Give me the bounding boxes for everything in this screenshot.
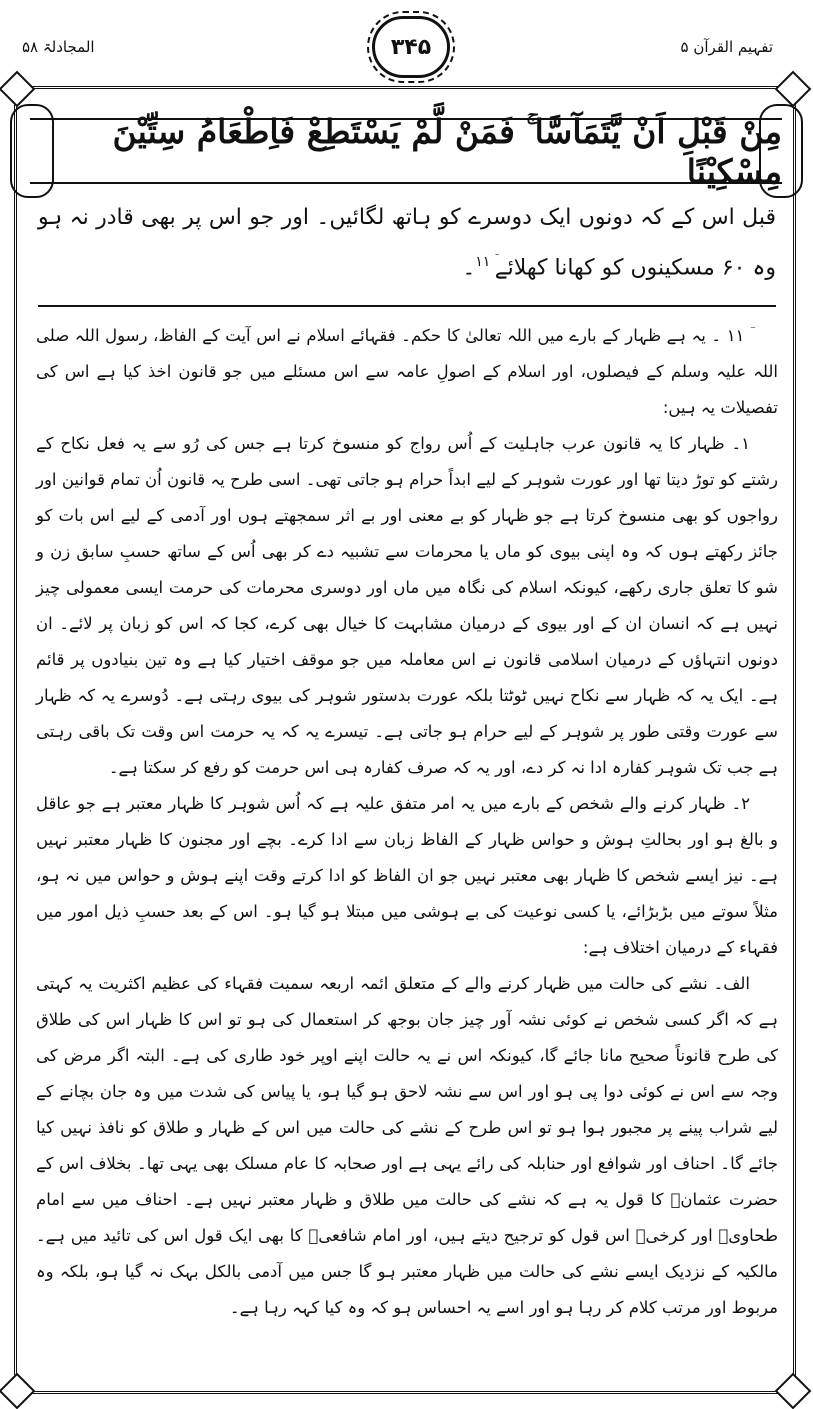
quran-verse <box>30 111 782 191</box>
corner-ornament-icon <box>775 1373 812 1409</box>
commentary-paragraph-intro: ؔ ۱۱ ۔ یہ ہے ظہار کے بارے میں اللہ تعالیٰ کا حکم۔ فقہائے اسلام نے اس آیت کے الفاظ، رسول اللہ صلی اللہ علیہ وسلم کے فیصلوں، اور اسلام کے اصولِ عامہ سے اس مسئلے میں جو قانون اخذ کیا ہے اس کی تفصیلات یہ ہیں: <box>36 326 778 417</box>
page-number-badge <box>372 16 450 78</box>
verse-translation <box>38 196 776 290</box>
translation-end: ۔ <box>462 255 476 281</box>
commentary-paragraph-2: ۲۔ ظہار کرنے والے شخص کے بارے میں یہ امر متفق علیہ ہے کہ اُس شوہر کا ظہار معتبر ہے جو عاقل و بالغ ہو اور بحالتِ ہوش و حواس ظہار کے الفاظ زبان سے ادا کرے۔ بچے اور مجنون کا ظہار معتبر نہیں ہے۔ نیز ایسے شخص کا ظہار بھی معتبر نہیں جو ان الفاظ کو ادا کرتے وقت اپنے ہوش و حواس میں نہ ہو، مثلاً سوتے میں بڑبڑائے، یا کسی نوعیت کی بے ہوشی میں مبتلا ہو گیا ہو۔ اس کے بعد حسبِ ذیل امور میں فقہاء کے درمیان اختلاف ہے: <box>36 794 778 957</box>
corner-ornament-icon <box>0 1373 35 1409</box>
translation-text: قبل اس کے کہ دونوں ایک دوسرے کو ہاتھ لگائیں۔ اور جو اس پر بھی قادر نہ ہو وہ ۶۰ مسکینوں کو کھانا کھلائے <box>38 205 776 281</box>
commentary-paragraph-1: ۱۔ ظہار کا یہ قانون عرب جاہلیت کے اُس رواج کو منسوخ کرتا ہے جس کی رُو سے یہ فعل نکاح کے رشتے کو توڑ دیتا تھا اور عورت شوہر کے لیے ابداً حرام ہو جاتی تھی۔ اسی طرح یہ قانون اُن تمام قوانین اور رواجوں کو بھی منسوخ کرتا ہے جو ظہار کو بے معنی اور بے اثر سمجھتے ہوں اور آدمی کے لیے اس بات کو جائز رکھتے ہوں کہ وہ اپنی بیوی کو ماں یا محرمات سے تشبیہ دے کر بھی اُس کے ساتھ حسبِ سابق زن و شو کا تعلق جاری رکھے، کیونکہ اسلام کی نگاہ میں ماں اور دوسری محرمات کی حرمت ایسی معمولی چیز نہیں ہے کہ انسان ان کے اور بیوی کے درمیان مشابہت کا خیال بھی کرے، کجا کہ اس کو زبان پر لائے۔ ان دونوں انتہاؤں کے درمیان اسلامی قانون نے اس معاملہ میں جو موقف اختیار کیا ہے وہ تین بنیادوں پر قائم ہے۔ ایک یہ کہ ظہار سے نکاح نہیں ٹوٹتا بلکہ عورت بدستور شوہر کی بیوی رہتی ہے۔ دُوسرے یہ کہ ظہار سے عورت وقتی طور پر شوہر کے لیے حرام ہو جاتی ہے۔ تیسرے یہ کہ یہ حرمت اس وقت تک باقی رہتی ہے جب تک شوہر کفارہ ادا نہ کر دے، اور یہ کہ صرف کفارہ ہی اس حرمت کو رفع کر سکتا ہے۔ <box>36 434 779 777</box>
footnote-marker: ؔ ۱۱ <box>475 254 495 270</box>
verse-arabic-text: مِنْ قَبْلِ اَنْ يَّتَمَآسَّا ۚ فَمَنْ لَّمْ يَسْتَطِعْ فَاِطْعَامُ سِتِّيْنَ مِسْكِيْنًا <box>112 111 782 191</box>
commentary-section <box>36 318 778 1326</box>
running-title-book: تفہیم القرآن ۵ <box>680 38 773 56</box>
page-number: ۳۴۵ <box>390 34 432 60</box>
commentary-paragraph-alif: الف۔ نشے کی حالت میں ظہار کرنے والے کے متعلق ائمہ اربعہ سمیت فقہاء کی عظیم اکثریت یہ کہتی ہے کہ اگر کسی شخص نے کوئی نشہ آور چیز جان بوجھ کر استعمال کی ہو تو اس کا ظہار اس کی طلاق کی طرح قانوناً صحیح مانا جائے گا، کیونکہ اس نے یہ حالت اپنے اوپر خود طاری کی ہے۔ البتہ اگر مرض کی وجہ سے اس نے کوئی دوا پی ہو اور اس سے نشہ لاحق ہو گیا ہو، یا پیاس کی شدت میں وہ جان بچانے کے لیے شراب پینے پر مجبور ہوا ہو تو اس طرح کے نشے کی حالت میں اس کے ظہار و طلاق کو نافذ نہیں کیا جائے گا۔ احناف اور شوافع اور حنابلہ کی رائے یہی ہے اور صحابہ کا عام مسلک بھی یہی تھا۔ بخلاف اس کے حضرت عثمانؓ کا قول یہ ہے کہ نشے کی حالت میں طلاق و ظہار معتبر نہیں ہے۔ احناف میں سے امام طحاویؒ اور کرخیؒ اس قول کو ترجیح دیتے ہیں، اور امام شافعیؒ کا بھی ایک قول اس کی تائید میں ہے۔ مالکیہ کے نزدیک ایسے نشے کی حالت میں ظہار معتبر ہو گا جس میں آدمی بالکل بہک نہ گیا ہو، بلکہ وہ مربوط اور مرتب کلام کر رہا ہو اور اسے یہ احساس ہو کہ وہ کیا کہہ رہا ہے۔ <box>36 974 778 1317</box>
section-divider <box>38 305 776 307</box>
running-title-surah: المجادلۃ ۵۸ <box>22 38 95 56</box>
